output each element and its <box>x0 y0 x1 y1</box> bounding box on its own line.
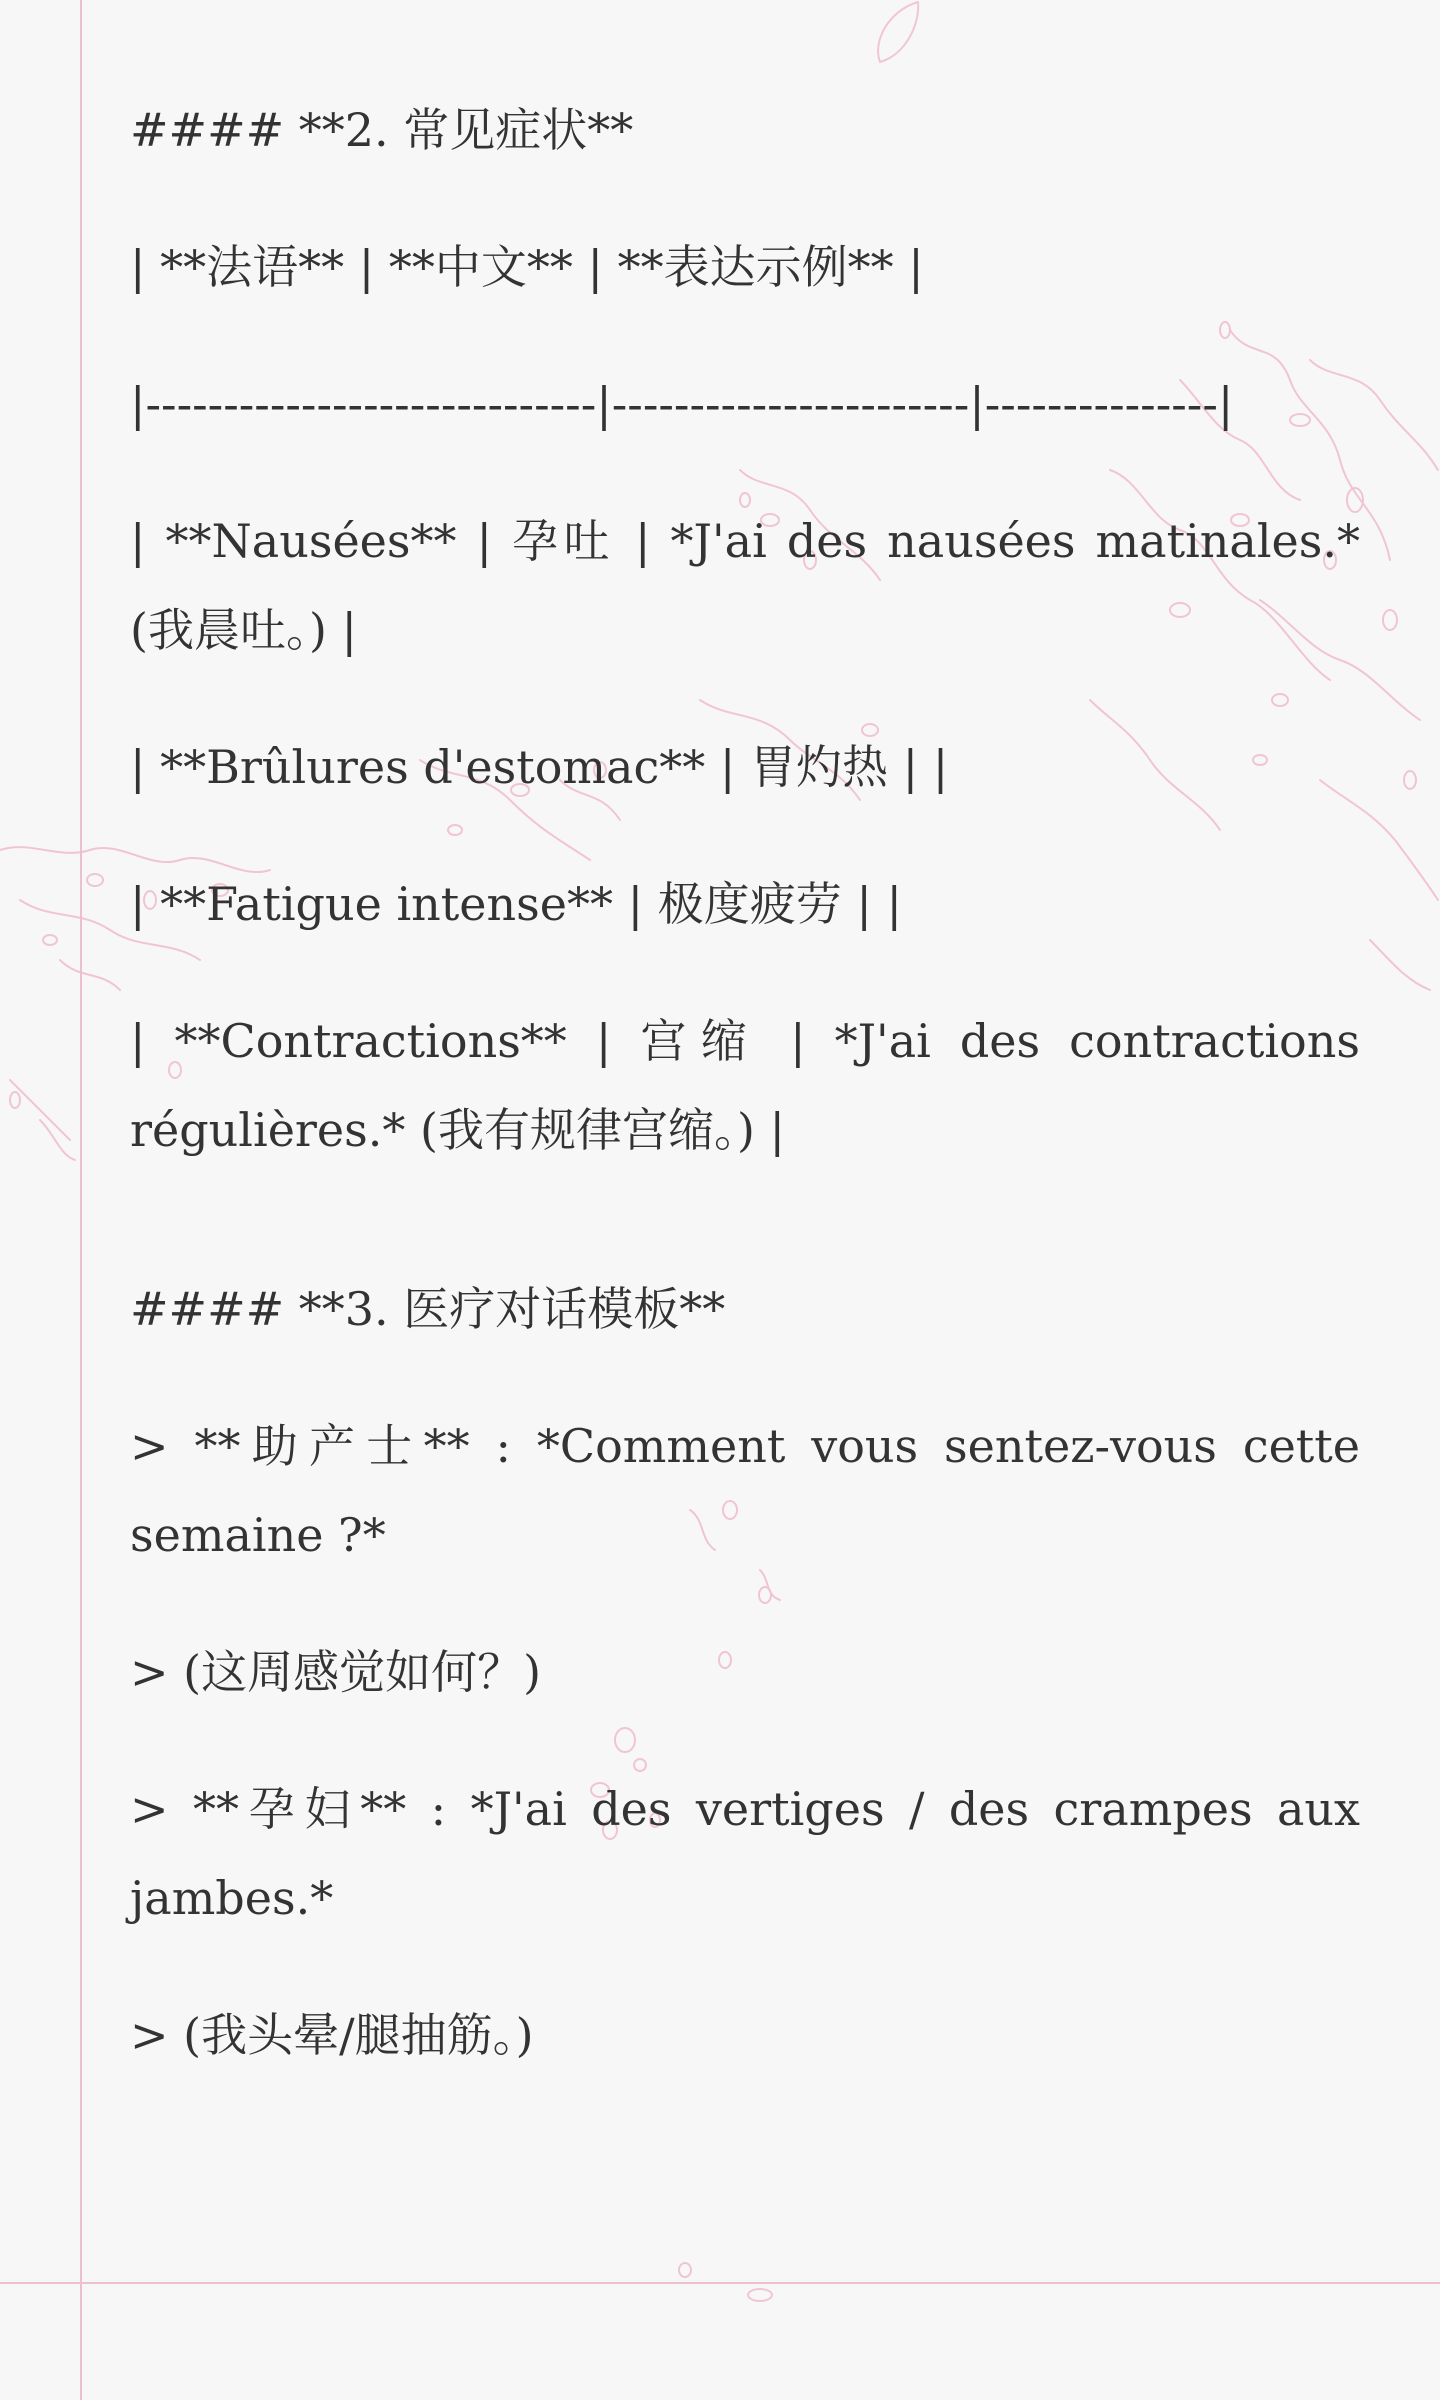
document-content <box>130 86 1360 2080</box>
table-row: | **Nausées** | 孕吐 | *J'ai des nausées matinales.* (我晨吐。) | <box>130 514 1360 657</box>
table-row: | **Contractions** | 宫缩 | *J'ai des contractions régulières.* (我有规律宫缩。) | <box>130 1014 1360 1157</box>
table-row: | **Fatigue intense** | 极度疲劳 | | <box>130 877 902 931</box>
dialogue-line: > **助产士** : *Comment vous sentez-vous cette semaine ?* <box>130 1419 1360 1562</box>
table-separator-row: |-----------------------------|-----------------------|---------------| <box>130 377 1234 431</box>
margin-rule-horizontal <box>0 2282 1440 2284</box>
heading-medical-dialogue: #### **3. 医疗对话模板** <box>130 1282 726 1336</box>
dialogue-line: > **孕妇** : *J'ai des vertiges / des crampes aux jambes.* <box>130 1782 1360 1925</box>
margin-rule-vertical <box>80 0 82 2400</box>
table-header-row: | **法语** | **中文** | **表达示例** | <box>130 240 924 294</box>
table-row: | **Brûlures d'estomac** | 胃灼热 | | <box>130 740 949 794</box>
dialogue-line: > (这周感觉如何？) <box>130 1645 542 1699</box>
dialogue-line: > (我头晕/腿抽筋。) <box>130 2008 534 2062</box>
heading-common-symptoms: #### **2. 常见症状** <box>130 103 634 157</box>
